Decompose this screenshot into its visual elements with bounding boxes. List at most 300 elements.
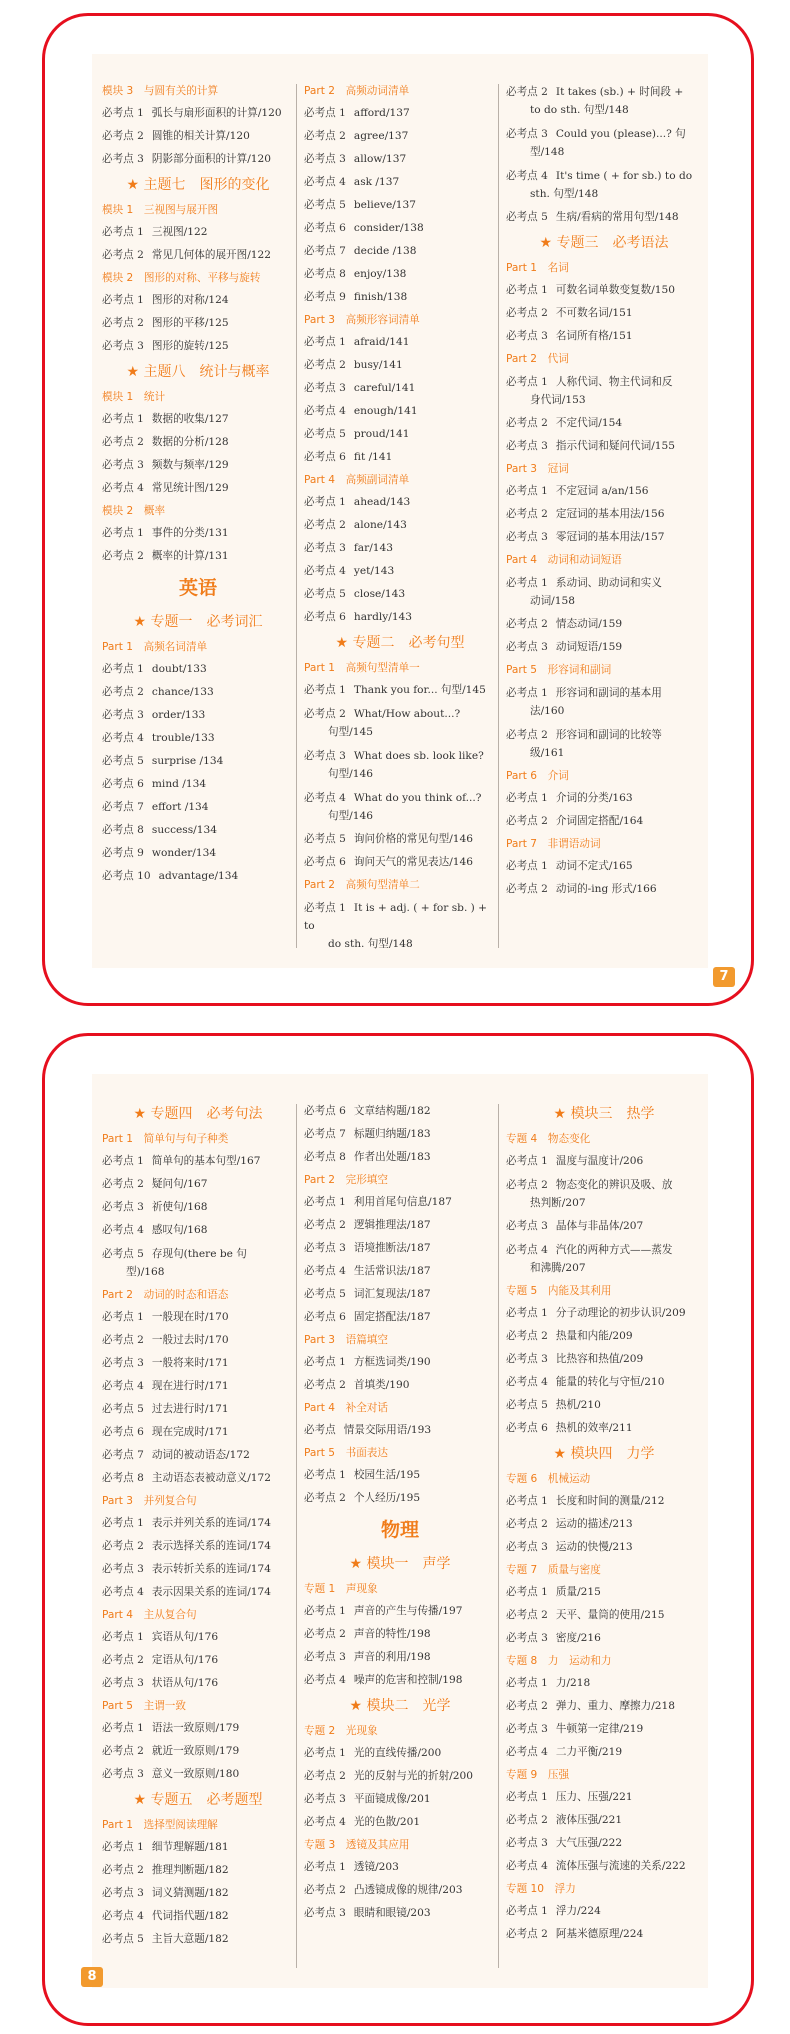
- entry-title: 动词短语/159: [555, 641, 623, 653]
- entry-title: 不定冠词 a/an/156: [555, 485, 649, 497]
- entry-title: What do you think of...?: [353, 792, 482, 804]
- toc-entry: [102, 1763, 294, 1786]
- entry-title: 概率的计算/131: [151, 550, 229, 562]
- entry-title: 利用首尾句信息/187: [353, 1196, 452, 1208]
- entry-title: 系动词、助动词和实义: [555, 577, 662, 589]
- toc-entry: [102, 727, 294, 750]
- entry-title: 文章结构题/182: [353, 1105, 431, 1117]
- entry-title-continued: sth. 句型/148: [530, 188, 599, 200]
- entry-label: 必考点 2: [506, 508, 548, 520]
- toc-entry: [304, 491, 496, 514]
- entry-label: 必考点 2: [304, 708, 346, 720]
- toc-entry: [102, 1836, 294, 1859]
- toc-entry: [506, 855, 702, 878]
- entry-label: 必考点 2: [506, 1609, 548, 1621]
- entry-title: 指示代词和疑问代词/155: [555, 440, 676, 452]
- entry-title: 弧长与扇形面积的计算/120: [151, 107, 282, 119]
- section-heading: 模块 1 三视图与展开图: [102, 204, 219, 216]
- entry-label: 必考点 4: [102, 1586, 144, 1598]
- entry-title: 代词指代题/182: [151, 1910, 229, 1922]
- entry-label: 必考点 1: [304, 902, 346, 914]
- entry-label: 必考点 3: [304, 1907, 346, 1919]
- toc-entry: [102, 1421, 294, 1444]
- entry-label: 必考点 1: [102, 1155, 144, 1167]
- toc-entry: [102, 102, 294, 125]
- section-heading: Part 4 高频副词清单: [304, 474, 410, 486]
- toc-entry: [102, 773, 294, 796]
- entry-label: 必考点 1: [506, 792, 548, 804]
- entry-label: 必考点 5: [304, 199, 346, 211]
- toc-entry: [102, 1173, 294, 1196]
- entry-label: 必考点 3: [102, 1357, 144, 1369]
- toc-entry: [506, 1786, 702, 1809]
- toc-entry: [506, 325, 702, 348]
- toc-entry: [506, 613, 702, 636]
- entry-title-continued: 句型/145: [328, 726, 373, 738]
- entry-label: 必考点 2: [102, 686, 144, 698]
- toc-entry: [102, 1375, 294, 1398]
- toc-entry: [102, 1535, 294, 1558]
- entry-label: 必考点 4: [304, 792, 346, 804]
- section-heading: 模块 3 与圆有关的计算: [102, 85, 219, 97]
- entry-title: surprise /134: [151, 755, 224, 767]
- entry-label: 必考点 4: [102, 1224, 144, 1236]
- entry-title: 二力平衡/219: [555, 1746, 623, 1758]
- entry-title: 牛顿第一定律/219: [555, 1723, 644, 1735]
- entry-label: 必考点 2: [506, 618, 548, 630]
- section-heading: 专题 4 物态变化: [506, 1133, 591, 1145]
- entry-label: 必考点 4: [304, 1816, 346, 1828]
- topic-heading: ★ 专题一 必考词汇: [133, 614, 263, 630]
- toc-entry: [102, 148, 294, 171]
- toc-entry: [506, 1215, 702, 1238]
- toc-entry: [304, 1146, 496, 1169]
- section-heading: Part 1 简单句与句子种类: [102, 1133, 229, 1145]
- section-heading: Part 6 介词: [506, 770, 569, 782]
- entry-title: 弹力、重力、摩擦力/218: [555, 1700, 676, 1712]
- entry-label: 必考点 8: [102, 1472, 144, 1484]
- entry-label: 必考点 2: [102, 130, 144, 142]
- toc-entry: [102, 865, 294, 888]
- toc-entry: [506, 1150, 702, 1173]
- toc-entry: [304, 1464, 496, 1487]
- toc-entry: [506, 787, 702, 810]
- toc-entry: [506, 1809, 702, 1832]
- entry-label: 必考点 10: [102, 870, 151, 882]
- entry-label: 必考点 1: [506, 284, 548, 296]
- section-heading: 专题 5 内能及其利用: [506, 1285, 612, 1297]
- toc-entry: [506, 1832, 702, 1855]
- entry-label: 必考点 2: [506, 86, 548, 98]
- entry-title: 形容词和副词的基本用: [555, 687, 662, 699]
- entry-label: 必考点 4: [304, 1674, 346, 1686]
- toc-entry: [506, 1923, 702, 1946]
- entry-title: 力/218: [555, 1677, 591, 1689]
- toc-entry: [102, 244, 294, 267]
- entry-title: 就近一致原则/179: [151, 1745, 240, 1757]
- entry-label: 必考点 1: [506, 860, 548, 872]
- entry-label: 必考点 3: [506, 1723, 548, 1735]
- toc-entry: [304, 606, 496, 629]
- topic-heading: ★ 专题三 必考语法: [539, 235, 669, 251]
- toc-entry: [304, 744, 496, 786]
- page-number-badge: 7: [713, 967, 735, 987]
- entry-title: 状语从句/176: [151, 1677, 219, 1689]
- toc-entry: [506, 122, 702, 164]
- toc-paper: [92, 54, 708, 968]
- toc-entry: [506, 1490, 702, 1513]
- entry-title: 一般将来时/171: [151, 1357, 229, 1369]
- entry-label: 必考点 3: [506, 1632, 548, 1644]
- section-heading: Part 5 主谓一致: [102, 1700, 186, 1712]
- toc-entry: [506, 279, 702, 302]
- toc-entry: [506, 1855, 702, 1878]
- toc-entry: [102, 312, 294, 335]
- entry-title: 形容词和副词的比较等: [555, 729, 662, 741]
- entry-title: 不定代词/154: [555, 417, 623, 429]
- entry-title-continued: 型)/168: [126, 1266, 165, 1278]
- toc-entry: [102, 658, 294, 681]
- entry-title: 热机/210: [555, 1399, 601, 1411]
- entry-label: 必考点 3: [506, 531, 548, 543]
- entry-title: 情景交际用语/193: [343, 1424, 432, 1436]
- entry-title: 汽化的两种方式——蒸发: [555, 1244, 673, 1256]
- entry-label: 必考点 1: [102, 1722, 144, 1734]
- entry-label: 必考点 1: [506, 687, 548, 699]
- entry-title: It's time ( + for sb.) to do: [555, 170, 693, 182]
- section-heading: Part 7 非谓语动词: [506, 838, 601, 850]
- toc-column-1: [102, 80, 294, 888]
- toc-entry: [304, 1623, 496, 1646]
- entry-label: 必考点 4: [102, 1380, 144, 1392]
- entry-title: 推理判断题/182: [151, 1864, 229, 1876]
- entry-title: 个人经历/195: [353, 1492, 421, 1504]
- entry-title: 阴影部分面积的计算/120: [151, 153, 272, 165]
- entry-label: 必考点 1: [304, 1469, 346, 1481]
- entry-label: 必考点 1: [102, 1311, 144, 1323]
- entry-title: 表示转折关系的连词/174: [151, 1563, 272, 1575]
- entry-title: 阿基米德原理/224: [555, 1928, 644, 1940]
- entry-title: 长度和时间的测量/212: [555, 1495, 665, 1507]
- entry-title: advantage/134: [158, 870, 239, 882]
- toc-entry: [506, 1672, 702, 1695]
- entry-title-continued: 句型/146: [328, 768, 373, 780]
- toc-entry: [102, 842, 294, 865]
- toc-entry: [506, 80, 702, 122]
- section-heading: Part 4 补全对话: [304, 1402, 388, 1414]
- toc-entry: [506, 206, 702, 229]
- entry-label: 必考点 2: [304, 1379, 346, 1391]
- entry-label: 必考点 2: [102, 1654, 144, 1666]
- entry-label: 必考点 2: [506, 417, 548, 429]
- entry-title: Could you (please)...? 句: [555, 128, 686, 140]
- toc-entry: [304, 560, 496, 583]
- entry-title: 宾语从句/176: [151, 1631, 219, 1643]
- section-heading: Part 3 并列复合句: [102, 1495, 197, 1507]
- entry-label: 必考点 4: [102, 482, 144, 494]
- toc-entry: [304, 1191, 496, 1214]
- toc-entry: [506, 1417, 702, 1440]
- entry-title-continued: 法/160: [530, 705, 565, 717]
- entry-title: 固定搭配法/187: [353, 1311, 431, 1323]
- toc-entry: [506, 1536, 702, 1559]
- entry-title: careful/141: [353, 382, 416, 394]
- toc-entry: [304, 679, 496, 702]
- entry-title: It takes (sb.) + 时间段 +: [555, 86, 684, 98]
- entry-label: 必考点 7: [304, 245, 346, 257]
- entry-title: 运动的快慢/213: [555, 1541, 633, 1553]
- entry-title: busy/141: [353, 359, 403, 371]
- entry-title: 主动语态表被动意义/172: [151, 1472, 272, 1484]
- entry-label: 必考点 1: [102, 413, 144, 425]
- toc-entry: [304, 851, 496, 874]
- entry-title: agree/137: [353, 130, 409, 142]
- entry-title: 一般过去时/170: [151, 1334, 229, 1346]
- entry-label: 必考点 2: [304, 1628, 346, 1640]
- entry-label: 必考点 2: [102, 1178, 144, 1190]
- entry-title: 动词的被动语态/172: [151, 1449, 250, 1461]
- topic-heading: ★ 模块一 声学: [349, 1556, 451, 1572]
- toc-entry: [102, 1467, 294, 1490]
- entry-title: 光的反射与光的折射/200: [353, 1770, 474, 1782]
- section-heading: 专题 3 透镜及其应用: [304, 1839, 410, 1851]
- entry-label: 必考点 8: [102, 824, 144, 836]
- entry-title: 词汇复现法/187: [353, 1288, 431, 1300]
- toc-entry: [304, 537, 496, 560]
- toc-entry: [102, 125, 294, 148]
- entry-label: 必考点 1: [304, 496, 346, 508]
- entry-title: 过去进行时/171: [151, 1403, 229, 1415]
- entry-title: enough/141: [353, 405, 418, 417]
- toc-entry: [506, 1371, 702, 1394]
- section-heading: Part 5 形容词和副词: [506, 664, 612, 676]
- section-heading: 专题 9 压强: [506, 1769, 570, 1781]
- entry-label: 必考点 3: [304, 1651, 346, 1663]
- toc-entry: [102, 819, 294, 842]
- entry-title: 晶体与非晶体/207: [555, 1220, 644, 1232]
- entry-title: 不可数名词/151: [555, 307, 633, 319]
- toc-entry: [102, 1219, 294, 1242]
- entry-title: wonder/134: [151, 847, 217, 859]
- entry-label: 必考点 3: [304, 1242, 346, 1254]
- toc-entry: [102, 1558, 294, 1581]
- toc-column-3: [506, 80, 702, 901]
- section-heading: 模块 2 图形的对称、平移与旋转: [102, 272, 261, 284]
- toc-entry: [506, 1513, 702, 1536]
- toc-entry: [304, 1260, 496, 1283]
- entry-title: 细节理解题/181: [151, 1841, 229, 1853]
- toc-entry: [506, 370, 702, 412]
- entry-label: 必考点 2: [506, 1518, 548, 1530]
- entry-label: 必考点 1: [102, 107, 144, 119]
- toc-entry: [304, 171, 496, 194]
- toc-entry: [506, 723, 702, 765]
- entry-title: 物态变化的辨识及吸、放: [555, 1179, 673, 1191]
- toc-entry: [304, 1419, 496, 1442]
- entry-label: 必考点 2: [102, 436, 144, 448]
- entry-label: 必考点 2: [304, 1219, 346, 1231]
- entry-label: 必考点 6: [304, 1311, 346, 1323]
- entry-label: 必考点 6: [304, 856, 346, 868]
- toc-entry: [304, 1788, 496, 1811]
- entry-title-continued: do sth. 句型/148: [328, 938, 413, 950]
- entry-label: 必考点 5: [102, 755, 144, 767]
- toc-entry: [304, 1374, 496, 1397]
- entry-label: 必考点 7: [102, 801, 144, 813]
- entry-title-continued: 句型/146: [328, 810, 373, 822]
- section-heading: 模块 1 统计: [102, 391, 166, 403]
- entry-label: 必考点 2: [506, 815, 548, 827]
- toc-entry: [304, 377, 496, 400]
- entry-title: far/143: [353, 542, 393, 554]
- entry-label: 必考点 4: [506, 1860, 548, 1872]
- entry-label: 必考点 5: [506, 211, 548, 223]
- toc-entry: [304, 423, 496, 446]
- toc-entry: [102, 454, 294, 477]
- toc-entry: [102, 1150, 294, 1173]
- toc-entry: [102, 1398, 294, 1421]
- entry-label: 必考点 1: [304, 684, 346, 696]
- topic-heading: ★ 专题五 必考题型: [133, 1792, 263, 1808]
- topic-heading: ★ 模块四 力学: [553, 1446, 655, 1462]
- entry-label: 必考点: [304, 1424, 336, 1436]
- entry-label: 必考点 1: [506, 1495, 548, 1507]
- entry-title: 意义一致原则/180: [151, 1768, 240, 1780]
- toc-entry: [304, 786, 496, 828]
- entry-label: 必考点 1: [304, 336, 346, 348]
- toc-entry: [304, 263, 496, 286]
- entry-label: 必考点 7: [304, 1128, 346, 1140]
- entry-title: 名词所有格/151: [555, 330, 633, 342]
- toc-entry: [304, 400, 496, 423]
- entry-title: 人称代词、物主代词和反: [555, 376, 673, 388]
- entry-title: 运动的描述/213: [555, 1518, 633, 1530]
- entry-title: 光的色散/201: [353, 1816, 421, 1828]
- toc-entry: [304, 217, 496, 240]
- entry-title: 表示并列关系的连词/174: [151, 1517, 272, 1529]
- toc-entry: [304, 828, 496, 851]
- entry-title: 液体压强/221: [555, 1814, 623, 1826]
- entry-title: 零冠词的基本用法/157: [555, 531, 665, 543]
- toc-entry: [506, 681, 702, 723]
- topic-heading: ★ 模块二 光学: [349, 1698, 451, 1714]
- entry-label: 必考点 4: [506, 1376, 548, 1388]
- entry-title: 分子动理论的初步认识/209: [555, 1307, 686, 1319]
- entry-title-continued: 和沸腾/207: [530, 1262, 586, 1274]
- entry-label: 必考点 3: [102, 1768, 144, 1780]
- column-divider: [498, 1104, 499, 1968]
- entry-label: 必考点 2: [102, 1745, 144, 1757]
- toc-entry: [506, 1394, 702, 1417]
- entry-title: hardly/143: [353, 611, 413, 623]
- entry-title: 频数与频率/129: [151, 459, 229, 471]
- entry-label: 必考点 3: [304, 153, 346, 165]
- toc-entry: [304, 1487, 496, 1510]
- section-heading: Part 1 名词: [506, 262, 569, 274]
- entry-title: 一般现在时/170: [151, 1311, 229, 1323]
- toc-entry: [304, 102, 496, 125]
- entry-label: 必考点 2: [304, 1492, 346, 1504]
- entry-title: 表示因果关系的连词/174: [151, 1586, 272, 1598]
- toc-entry: [102, 1717, 294, 1740]
- toc-entry: [102, 1672, 294, 1695]
- entry-label: 必考点 5: [304, 428, 346, 440]
- toc-entry: [304, 583, 496, 606]
- entry-label: 必考点 5: [304, 588, 346, 600]
- entry-title: What/How about...?: [353, 708, 461, 720]
- toc-column-2: [304, 1100, 496, 1925]
- column-divider: [296, 84, 297, 948]
- entry-title: 三视图/122: [151, 226, 208, 238]
- toc-entry: [506, 1900, 702, 1923]
- toc-entry: [304, 1646, 496, 1669]
- toc-entry: [506, 810, 702, 833]
- entry-title: It is + adj. ( + for sb. ) + to: [304, 902, 488, 932]
- entry-title: 感叹句/168: [151, 1224, 208, 1236]
- entry-title: 疑问句/167: [151, 1178, 208, 1190]
- entry-label: 必考点 8: [304, 1151, 346, 1163]
- toc-entry: [506, 1302, 702, 1325]
- entry-title: 生活常识法/187: [353, 1265, 431, 1277]
- section-heading: Part 2 高频动词清单: [304, 85, 410, 97]
- section-heading: 专题 1 声现象: [304, 1583, 378, 1595]
- toc-entry: [304, 125, 496, 148]
- entry-title: 逻辑推理法/187: [353, 1219, 431, 1231]
- entry-title: 声音的利用/198: [353, 1651, 431, 1663]
- toc-entry: [102, 335, 294, 358]
- topic-heading: ★ 专题四 必考句法: [133, 1106, 263, 1122]
- section-heading: 专题 8 力 运动和力: [506, 1655, 612, 1667]
- entry-title: 常见统计图/129: [151, 482, 229, 494]
- entry-label: 必考点 9: [102, 847, 144, 859]
- entry-title: 简单句的基本句型/167: [151, 1155, 261, 1167]
- entry-label: 必考点 5: [304, 1288, 346, 1300]
- toc-entry: [102, 750, 294, 773]
- toc-entry: [102, 1882, 294, 1905]
- entry-title: What does sb. look like?: [353, 750, 484, 762]
- entry-label: 必考点 1: [102, 226, 144, 238]
- entry-title: 事件的分类/131: [151, 527, 229, 539]
- toc-entry: [506, 435, 702, 458]
- toc-entry: [506, 1695, 702, 1718]
- entry-label: 必考点 3: [304, 750, 346, 762]
- toc-entry: [102, 1649, 294, 1672]
- entry-label: 必考点 2: [304, 519, 346, 531]
- entry-title: mind /134: [151, 778, 207, 790]
- toc-entry: [102, 522, 294, 545]
- entry-title: 平面镜成像/201: [353, 1793, 431, 1805]
- entry-label: 必考点 4: [506, 170, 548, 182]
- entry-title-continued: 级/161: [530, 747, 565, 759]
- entry-title: 透镜/203: [353, 1861, 399, 1873]
- topic-heading: ★ 主题八 统计与概率: [126, 364, 270, 380]
- entry-label: 必考点 3: [506, 330, 548, 342]
- toc-entry: [102, 1444, 294, 1467]
- section-heading: Part 4 主从复合句: [102, 1609, 197, 1621]
- toc-entry: [506, 1627, 702, 1650]
- entry-label: 必考点 6: [102, 778, 144, 790]
- entry-title: 数据的分析/128: [151, 436, 229, 448]
- entry-label: 必考点 1: [102, 527, 144, 539]
- section-heading: 模块 2 概率: [102, 505, 166, 517]
- entry-label: 必考点 3: [304, 382, 346, 394]
- entry-title: 生病/看病的常用句型/148: [555, 211, 679, 223]
- entry-label: 必考点 4: [304, 176, 346, 188]
- entry-label: 必考点 2: [102, 317, 144, 329]
- entry-title: alone/143: [353, 519, 407, 531]
- entry-title: 询问价格的常见句型/146: [353, 833, 474, 845]
- toc-entry: [102, 1352, 294, 1375]
